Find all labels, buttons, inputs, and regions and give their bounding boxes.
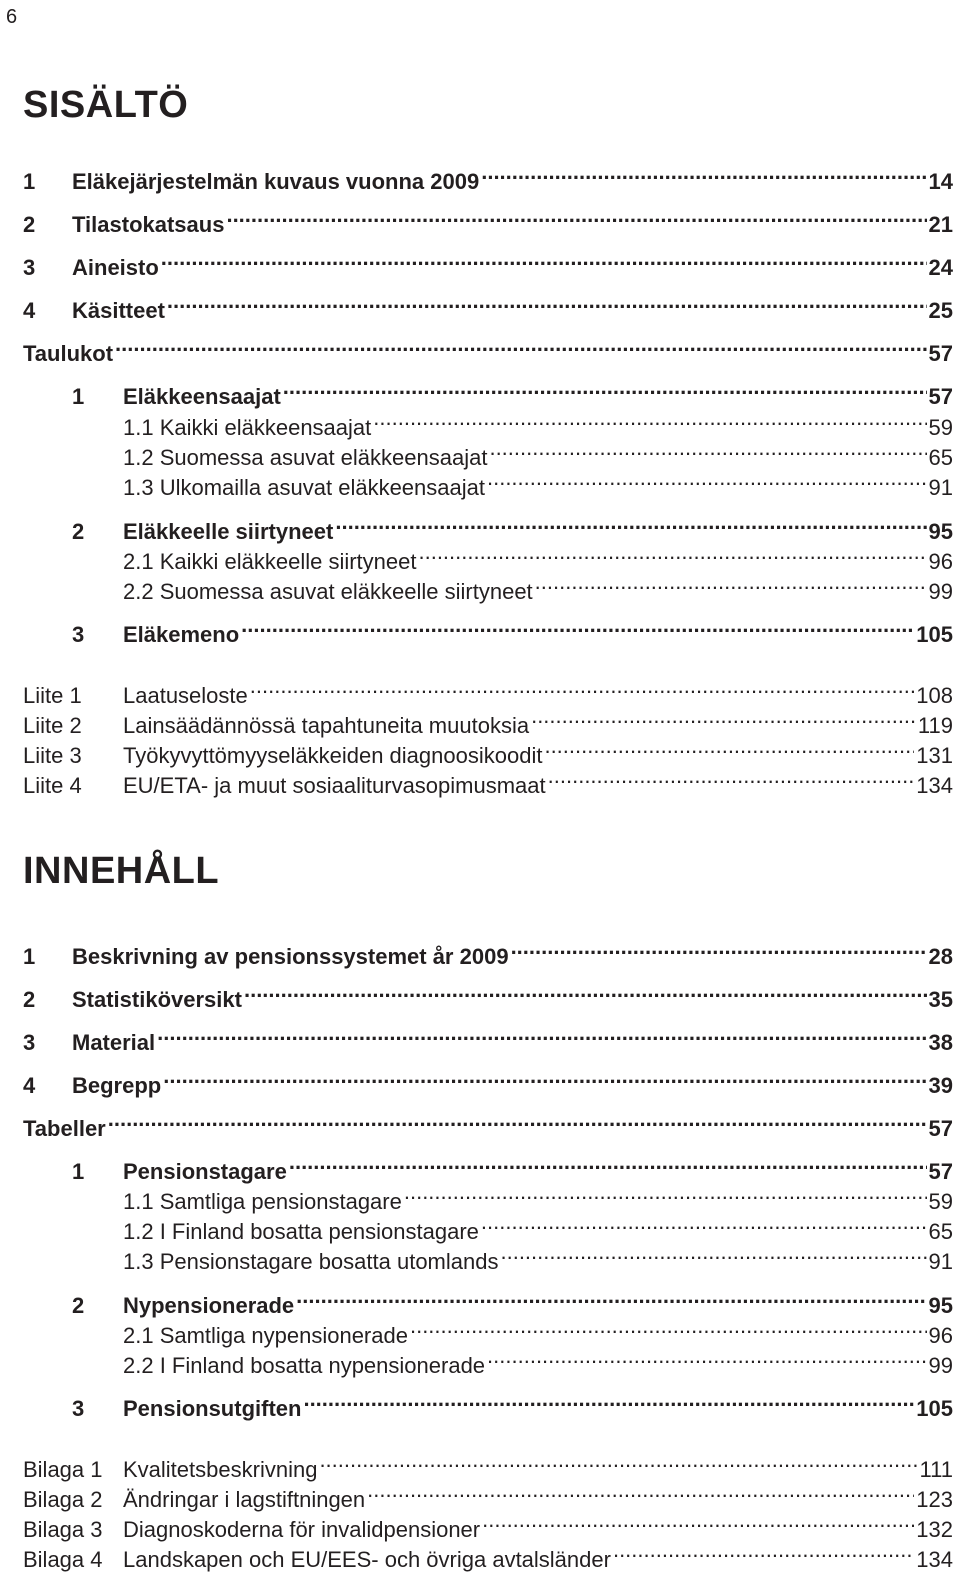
dot-leader (481, 1209, 927, 1239)
dot-leader (157, 1020, 926, 1050)
toc-entry-page: 96 (928, 1323, 953, 1348)
toc-entry-page: 59 (928, 415, 953, 440)
dot-leader (487, 465, 927, 495)
dot-leader (241, 612, 914, 642)
toc-entry[interactable] (23, 763, 953, 798)
toc-entry-title: 1.3 Pensionstagare bosatta utomlands (123, 1249, 499, 1274)
toc-entry[interactable] (23, 1283, 953, 1318)
dot-leader (167, 288, 927, 318)
dot-leader (289, 1149, 927, 1179)
toc-entry[interactable] (23, 569, 953, 604)
toc-entry-number: Liite 2 (23, 713, 82, 738)
toc-entry-page: 91 (928, 475, 953, 500)
toc-entry-number: 3 (72, 622, 85, 647)
toc-entry[interactable] (23, 977, 953, 1012)
toc-entry-title: Laatuseloste (123, 683, 248, 708)
dot-leader (108, 1106, 927, 1136)
toc-entry[interactable] (23, 1313, 953, 1348)
toc-entry-number: 1 (23, 944, 36, 969)
toc-entry-page: 108 (916, 683, 953, 708)
dot-leader (250, 673, 915, 703)
dot-leader (531, 703, 916, 733)
toc-entry-number: Bilaga 2 (23, 1487, 103, 1512)
dot-leader (544, 733, 914, 763)
toc-entry[interactable] (23, 1537, 953, 1572)
toc-entry[interactable] (23, 159, 953, 194)
toc-entry-title: 1.1 Kaikki eläkkeensaajat (123, 415, 372, 440)
toc-entry-title: Aineisto (72, 255, 159, 280)
toc-entry-number: Liite 4 (23, 773, 82, 798)
toc-entry[interactable] (23, 1149, 953, 1184)
toc-entry-title: Begrepp (72, 1073, 162, 1098)
toc-entry-title: Material (72, 1030, 156, 1055)
dot-leader (163, 1063, 926, 1093)
toc-entry[interactable] (23, 1106, 953, 1141)
toc-entry-title: Taulukot (23, 341, 114, 366)
dot-leader (161, 245, 927, 275)
toc-entry-title: Landskapen och EU/EES- och övriga avtalsländer (123, 1547, 611, 1572)
toc-entry-page: 57 (928, 1159, 953, 1184)
toc-entry-page: 123 (916, 1487, 953, 1512)
dot-leader (613, 1537, 914, 1567)
toc-entry[interactable] (23, 1063, 953, 1098)
toc-entry-page: 28 (928, 944, 953, 969)
toc-entry[interactable] (23, 288, 953, 323)
toc-entry[interactable] (23, 1507, 953, 1542)
toc-entry-title: Pensionstagare (123, 1159, 287, 1184)
toc-entry-title: Lainsäädännössä tapahtuneita muutoksia (123, 713, 530, 738)
toc-entry-title: Käsitteet (72, 298, 165, 323)
toc-entry-page: 132 (916, 1517, 953, 1542)
toc-entry[interactable] (23, 374, 953, 409)
toc-entry-title: 2.1 Samtliga nypensionerade (123, 1323, 408, 1348)
dot-leader (500, 1239, 926, 1269)
toc-entry-page: 134 (916, 1547, 953, 1572)
toc-entry-title: Kvalitetsbeskrivning (123, 1457, 318, 1482)
toc-entry[interactable] (23, 1239, 953, 1274)
toc-entry-title: Eläkemeno (123, 622, 240, 647)
toc-entry-number: 2 (23, 212, 36, 237)
toc-entry-number: 2 (23, 987, 36, 1012)
dot-leader (373, 405, 926, 435)
toc-entry-number: Bilaga 1 (23, 1457, 103, 1482)
toc-entry[interactable] (23, 405, 953, 440)
toc-entry[interactable] (23, 539, 953, 574)
toc-entry[interactable] (23, 934, 953, 969)
toc-entry-number: 3 (72, 1396, 85, 1421)
toc-entry-title: Nypensionerade (123, 1293, 295, 1318)
page-number: 6 (6, 6, 18, 28)
dot-leader (244, 977, 927, 1007)
toc-entry-page: 57 (928, 1116, 953, 1141)
toc-entry-page: 59 (928, 1189, 953, 1214)
dot-leader (511, 934, 927, 964)
toc-entry[interactable] (23, 612, 953, 647)
toc-entry-page: 65 (928, 445, 953, 470)
dot-leader (535, 569, 927, 599)
toc-entry-number: Bilaga 3 (23, 1517, 103, 1542)
dot-leader (481, 159, 926, 189)
toc-entry[interactable] (23, 703, 953, 738)
toc-entry-number: 2 (72, 519, 85, 544)
toc-entry-page: 105 (916, 622, 953, 647)
toc-entry[interactable] (23, 1020, 953, 1055)
dot-leader (303, 1386, 914, 1416)
toc-entry-page: 24 (928, 255, 953, 280)
toc-entry[interactable] (23, 465, 953, 500)
toc-entry-title: 1.2 I Finland bosatta pensionstagare (123, 1219, 479, 1244)
toc-entry-page: 111 (919, 1457, 953, 1482)
toc-entry-page: 57 (928, 341, 953, 366)
toc-entry-number: 3 (23, 255, 36, 280)
dot-leader (482, 1507, 914, 1537)
dot-leader (367, 1477, 914, 1507)
toc-entry-number: 4 (23, 1073, 36, 1098)
toc-heading-swedish: INNEHÅLL (23, 850, 220, 892)
toc-entry-title: 2.1 Kaikki eläkkeelle siirtyneet (123, 549, 417, 574)
toc-entry-number: 1 (23, 169, 36, 194)
toc-entry-number: Liite 1 (23, 683, 82, 708)
toc-entry[interactable] (23, 331, 953, 366)
toc-entry-title: 1.1 Samtliga pensionstagare (123, 1189, 402, 1214)
dot-leader (418, 539, 926, 569)
toc-entry-page: 105 (916, 1396, 953, 1421)
toc-entry[interactable] (23, 733, 953, 768)
toc-entry[interactable] (23, 245, 953, 280)
dot-leader (319, 1447, 917, 1477)
toc-entry-page: 25 (928, 298, 953, 323)
toc-entry-title: Statistiköversikt (72, 987, 242, 1012)
toc-entry-page: 95 (928, 519, 953, 544)
toc-entry[interactable] (23, 1343, 953, 1378)
toc-entry-title: Ändringar i lagstiftningen (123, 1487, 366, 1512)
toc-entry-number: Liite 3 (23, 743, 82, 768)
toc-entry-page: 35 (928, 987, 953, 1012)
dot-leader (489, 435, 926, 465)
toc-entry-title: Pensionsutgiften (123, 1396, 302, 1421)
toc-entry-title: Työkyvyttömyyseläkkeiden diagnoosikoodit (123, 743, 543, 768)
toc-entry[interactable] (23, 673, 953, 708)
toc-entry-title: Diagnoskoderna för invalidpensioner (123, 1517, 481, 1542)
toc-entry-title: EU/ETA- ja muut sosiaaliturvasopimusmaat (123, 773, 546, 798)
dot-leader (296, 1283, 926, 1313)
toc-entry-page: 57 (928, 384, 953, 409)
toc-entry[interactable] (23, 435, 953, 470)
toc-entry-page: 99 (928, 1353, 953, 1378)
toc-entry-number: 1 (72, 1159, 85, 1184)
toc-entry-title: 1.2 Suomessa asuvat eläkkeensaajat (123, 445, 488, 470)
toc-entry-page: 14 (928, 169, 953, 194)
toc-entry[interactable] (23, 1209, 953, 1244)
toc-entry[interactable] (23, 509, 953, 544)
dot-leader (548, 763, 915, 793)
toc-entry-title: Eläkkeelle siirtyneet (123, 519, 334, 544)
dot-leader (404, 1179, 927, 1209)
toc-entry-page: 39 (928, 1073, 953, 1098)
dot-leader (283, 374, 927, 404)
toc-entry[interactable] (23, 1477, 953, 1512)
dot-leader (226, 202, 926, 232)
toc-entry-page: 38 (928, 1030, 953, 1055)
toc-entry-title: Eläkejärjestelmän kuvaus vuonna 2009 (72, 169, 480, 194)
toc-entry-page: 96 (928, 549, 953, 574)
toc-entry-page: 95 (928, 1293, 953, 1318)
toc-entry-number: Bilaga 4 (23, 1547, 103, 1572)
toc-entry-title: 1.3 Ulkomailla asuvat eläkkeensaajat (123, 475, 485, 500)
toc-entry-page: 119 (917, 713, 953, 738)
toc-entry-page: 134 (916, 773, 953, 798)
toc-entry-page: 65 (928, 1219, 953, 1244)
toc-entry[interactable] (23, 1386, 953, 1421)
toc-entry-page: 99 (928, 579, 953, 604)
toc-heading-finnish: SISÄLTÖ (23, 84, 189, 126)
toc-entry-page: 131 (916, 743, 953, 768)
dot-leader (115, 331, 926, 361)
toc-entry-title: Tabeller (23, 1116, 106, 1141)
toc-entry-title: Beskrivning av pensionssystemet år 2009 (72, 944, 509, 969)
toc-entry-title: Eläkkeensaajat (123, 384, 281, 409)
toc-entry-title: 2.2 Suomessa asuvat eläkkeelle siirtyneet (123, 579, 533, 604)
toc-entry[interactable] (23, 1447, 953, 1482)
toc-entry-page: 91 (928, 1249, 953, 1274)
dot-leader (410, 1313, 927, 1343)
toc-entry-number: 2 (72, 1293, 85, 1318)
toc-entry[interactable] (23, 1179, 953, 1214)
dot-leader (335, 509, 926, 539)
toc-entry-number: 3 (23, 1030, 36, 1055)
toc-entry-page: 21 (928, 212, 953, 237)
toc-entry-title: 2.2 I Finland bosatta nypensionerade (123, 1353, 486, 1378)
toc-entry-number: 4 (23, 298, 36, 323)
toc-entry-title: Tilastokatsaus (72, 212, 225, 237)
dot-leader (487, 1343, 926, 1373)
toc-entry[interactable] (23, 202, 953, 237)
toc-entry-number: 1 (72, 384, 85, 409)
